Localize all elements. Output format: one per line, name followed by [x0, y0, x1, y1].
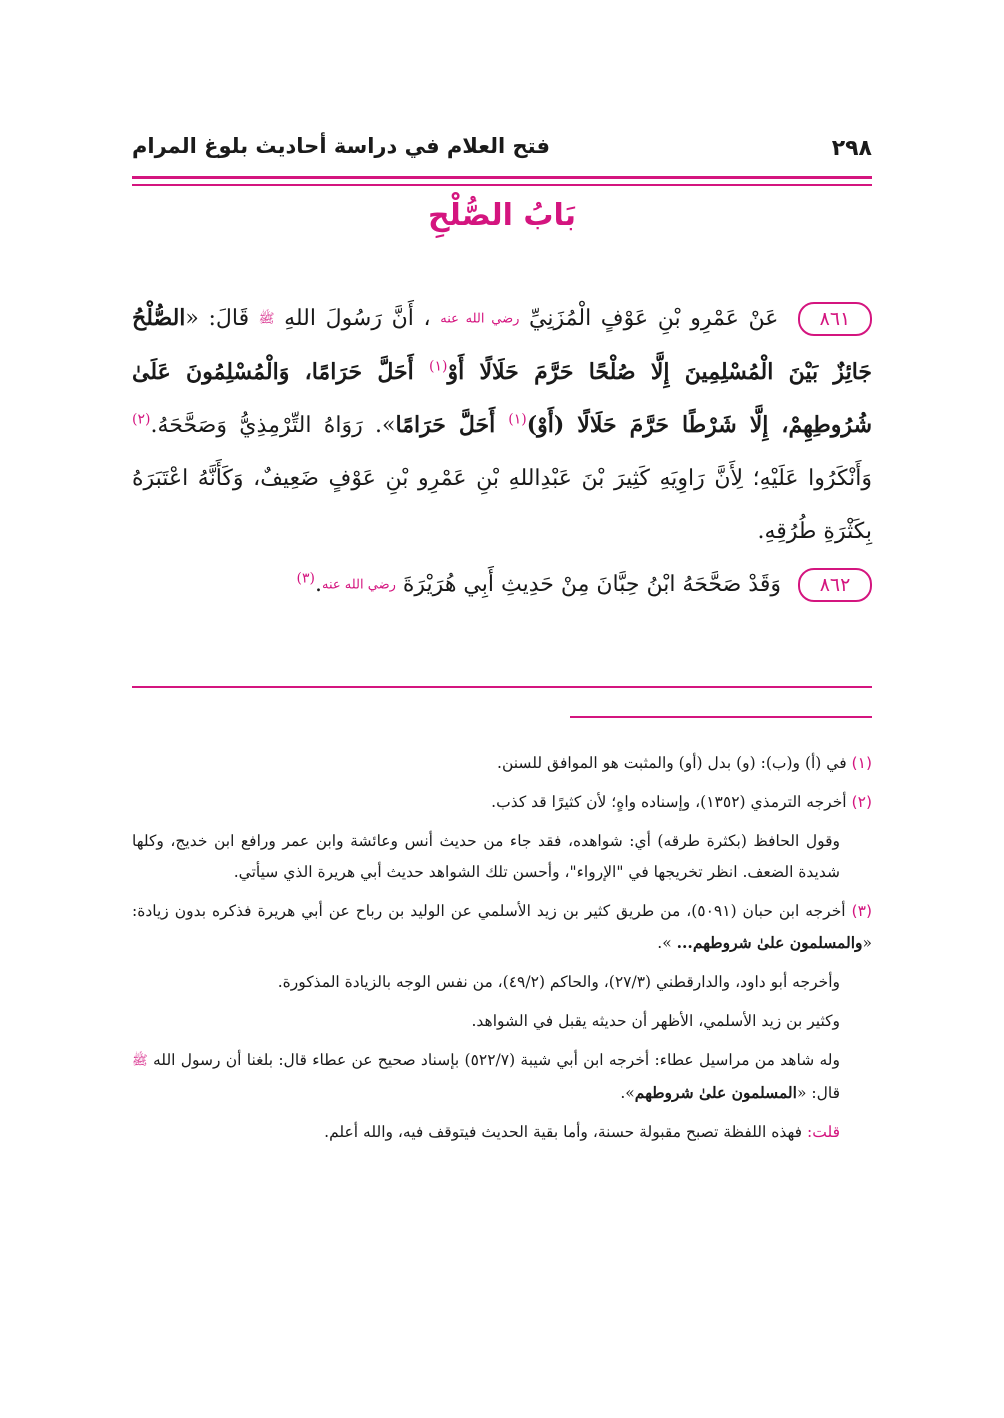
- header-rule-thin: [132, 184, 872, 186]
- footnote-3-para: وأخرجه أبو داود، والدارقطني (٢٧/٣)، والحاكم (٤٩/٢)، من نفس الوجه بالزيادة المذكورة.: [277, 973, 840, 991]
- footnote-ref[interactable]: (٢): [132, 411, 151, 428]
- editor-note-label: قلت:: [807, 1122, 840, 1141]
- footnote-bold: والمسلمون علىٰ شروطهم...: [676, 933, 863, 952]
- footnote-3-para: [132, 1117, 872, 1148]
- hadith-narration: ». رَوَاهُ التِّرْمِذِيُّ وَصَحَّحَهُ.: [150, 412, 396, 438]
- footnote-2-para: وقول الحافظ (بكثرة طرقه) أي: شواهده، فقد جاء من حديث أنس وعائشة وابن عمر ورافع ابن خديج، وكلها شديدة الضعف. انظر تخريجها في "الإرواء"، وأحسن تلك الشواهد حديث أبي هريرة الذي سيأتي.: [132, 832, 840, 881]
- footnote-text: أخرجه الترمذي (١٣٥٢)، وإسناده واهٍ؛ لأن كثيرًا قد كذب.: [491, 793, 852, 811]
- hadith-text: الصُّلْحُ جَائِزٌ بَيْنَ الْمُسْلِمِينَ إِلَّا صُلْحًا حَرَّمَ حَلَالًا أَوْ: [132, 305, 872, 385]
- hadith-861: [132, 292, 872, 558]
- footnote-number: (٢): [851, 793, 872, 811]
- footnote-number: (٣): [851, 902, 872, 920]
- footnote-3: [132, 896, 872, 959]
- hadith-862: [132, 558, 872, 612]
- hadith-narration: وَقَدْ صَحَّحَهُ ابْنُ حِبَّانَ مِنْ حَدِيثِ أَبِي هُرَيْرَةَ: [402, 571, 781, 597]
- page-number: ٢٩٨: [831, 136, 872, 161]
- footnote-ref[interactable]: (١): [429, 358, 448, 375]
- hadith-commentary: وَأَنْكَرُوا عَلَيْهِ؛ لِأَنَّ رَاوِيَهِ كَثِيرَ بْنَ عَبْدِاللهِ بْنِ عَمْرِو بْنِ عَوْفٍ ضَعِيفٌ، وَكَأَنَّهُ اعْتَبَرَهُ بِكَثْرَةِ طُرُقِهِ.: [132, 465, 872, 544]
- footnote-3-para: وكثير بن زيد الأسلمي، الأظهر أن حديثه يقبل في الشواهد.: [471, 1012, 840, 1030]
- honorific-salla: ﷺ: [132, 1053, 148, 1069]
- honorific-radiyallah: رضي الله عنه: [321, 577, 396, 592]
- footnote-text: قال: «: [796, 1083, 840, 1102]
- chapter-title: بَابُ الصُّلْحِ: [427, 198, 577, 233]
- hadith-number-badge: ٨٦١: [798, 302, 872, 336]
- footnote-number: (١): [851, 754, 872, 772]
- main-text: [132, 292, 872, 611]
- body-end-rule: [132, 686, 872, 688]
- footnote-text: وله شاهد من مراسيل عطاء: أخرجه ابن أبي شيبة (٥٢٢/٧) بإسناد صحيح عن عطاء قال: بلغنا أن رسول الله: [153, 1051, 840, 1069]
- footnote-1: [132, 748, 872, 779]
- footnote-text: ».: [657, 934, 677, 952]
- footnote-text: في (أ) و(ب): (و) بدل (أو) والمثبت هو الموافق للسنن.: [497, 754, 852, 772]
- footnote-3-para: [132, 1045, 872, 1109]
- footnote-text: فهذه اللفظة تصبح مقبولة حسنة، وأما بقية الحديث فيتوقف فيه، والله أعلم.: [324, 1122, 808, 1141]
- footnote-text: أخرجه ابن حبان (٥٠٩١)، من طريق كثير بن زيد الأسلمي عن الوليد بن رباح عن أبي هريرة فذكره بدون زيادة: «: [132, 902, 872, 952]
- footnote-2: [132, 787, 872, 818]
- hadith-number-badge: ٨٦٢: [798, 568, 872, 602]
- running-title: فتح العلام في دراسة أحاديث بلوغ المرام: [132, 134, 550, 158]
- footnote-separator: [570, 716, 872, 718]
- footnote-ref[interactable]: (٣): [296, 570, 315, 587]
- footnote-ref[interactable]: (١): [508, 411, 527, 428]
- footnotes: [132, 748, 872, 1156]
- hadith-narration: قَالَ: «: [185, 306, 250, 331]
- hadith-text: أَحَلَّ حَرَامًا، وَالْمُسْلِمُونَ عَلَىٰ شُرُوطِهِمْ، إِلَّا شَرْطًا حَرَّمَ حَلَالًا (أَوْ): [132, 358, 873, 438]
- header-rule: [132, 176, 872, 179]
- footnote-text: ».: [620, 1083, 635, 1102]
- hadith-narration: عَنْ عَمْرِو بْنِ عَوْفٍ الْمُزَنِيِّ: [529, 306, 779, 331]
- honorific-salla: ﷺ: [258, 311, 275, 327]
- hadith-narration: ، أَنَّ رَسُولَ اللهِ: [284, 306, 431, 331]
- footnote-bold: المسلمون علىٰ شروطهم: [634, 1082, 797, 1102]
- honorific-radiyallah: رضي الله عنه: [440, 311, 520, 327]
- hadith-text: أَحَلَّ حَرَامًا: [395, 411, 509, 438]
- hadith-narration: .: [314, 571, 322, 597]
